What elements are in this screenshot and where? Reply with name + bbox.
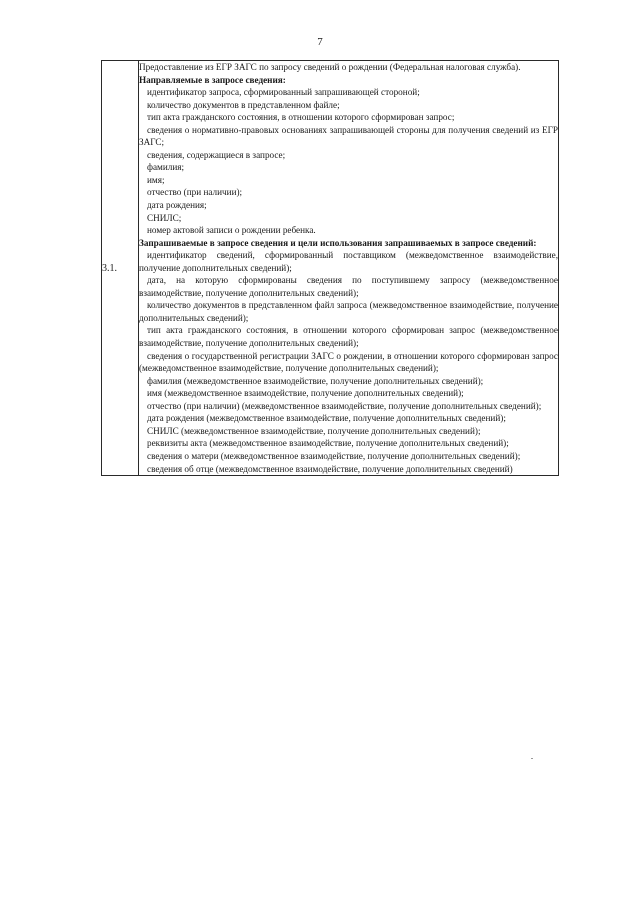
list-item: количество документов в представленном файле;: [147, 99, 340, 110]
list-item: идентификатор запроса, сформированный запрашивающей стороной;: [147, 87, 420, 98]
scan-speck: [531, 758, 533, 759]
list-item: тип акта гражданского состояния, в отношении которого сформирован запрос (межведомственное взаимодействие, получение дополнительных сведений);: [139, 325, 558, 349]
list-item: дата рождения (межведомственное взаимодействие, получение дополнительных сведений);: [147, 413, 506, 424]
list-item: дата рождения;: [147, 200, 207, 211]
list-item: отчество (при наличии);: [147, 187, 243, 198]
list-item: сведения об отце (межведомственное взаимодействие, получение дополнительных сведений): [147, 463, 513, 474]
list-item: тип акта гражданского состояния, в отношении которого сформирован запрос;: [147, 112, 455, 123]
list-item: сведения о матери (межведомственное взаимодействие, получение дополнительных сведений);: [147, 450, 521, 461]
list-item: имя (межведомственное взаимодействие, получение дополнительных сведений);: [147, 388, 464, 399]
list-item: реквизиты акта (межведомственное взаимодействие, получение дополнительных сведений);: [147, 438, 509, 449]
list-item: СНИЛС (межведомственное взаимодействие, получение дополнительных сведений);: [147, 425, 481, 436]
page-number: 7: [317, 36, 323, 48]
list-item: номер актовой записи о рождении ребенка.: [147, 225, 316, 236]
list-item: имя;: [147, 174, 165, 185]
sent-heading: Направляемые в запросе сведения:: [139, 74, 286, 85]
requested-heading: Запрашиваемые в запросе сведения и цели использования запрашиваемых в запросе сведений:: [139, 237, 537, 248]
sent-list: [139, 86, 558, 237]
list-item: фамилия;: [147, 162, 185, 173]
service-table: [101, 60, 559, 476]
requested-list: [139, 249, 558, 475]
list-item: дата, на которую сформированы сведения по поступившему запросу (межведомственное взаимодействие, получение дополнительных сведений);: [139, 275, 558, 298]
service-title: Предоставление из ЕГР ЗАГС по запросу сведений о рождении (Федеральная налоговая служба).: [139, 62, 521, 72]
list-item: отчество (при наличии) (межведомственное взаимодействие, получение дополнительных сведений);: [147, 400, 542, 411]
table-row: [102, 61, 559, 476]
list-item: сведения о нормативно-правовых основаниях запрашивающей стороны для получения сведений из ЕГР ЗАГС;: [139, 124, 558, 148]
service-description: [139, 61, 559, 476]
list-item: фамилия (межведомственное взаимодействие, получение дополнительных сведений);: [147, 375, 484, 386]
list-item: идентификатор сведений, сформированный поставщиком (межведомственное взаимодействие, получение дополнительных сведений);: [139, 250, 558, 273]
list-item: количество документов в представленном файл запроса (межведомственное взаимодействие, получение дополнительных сведений);: [139, 300, 558, 323]
row-number: 3.1.: [102, 61, 139, 476]
list-item: сведения, содержащиеся в запросе;: [147, 149, 286, 160]
list-item: СНИЛС;: [147, 212, 182, 223]
list-item: сведения о государственной регистрации ЗАГС о рождении, в отношении которого сформирован запрос (межведомственное взаимодействие, получение дополнительных сведений);: [139, 350, 558, 374]
